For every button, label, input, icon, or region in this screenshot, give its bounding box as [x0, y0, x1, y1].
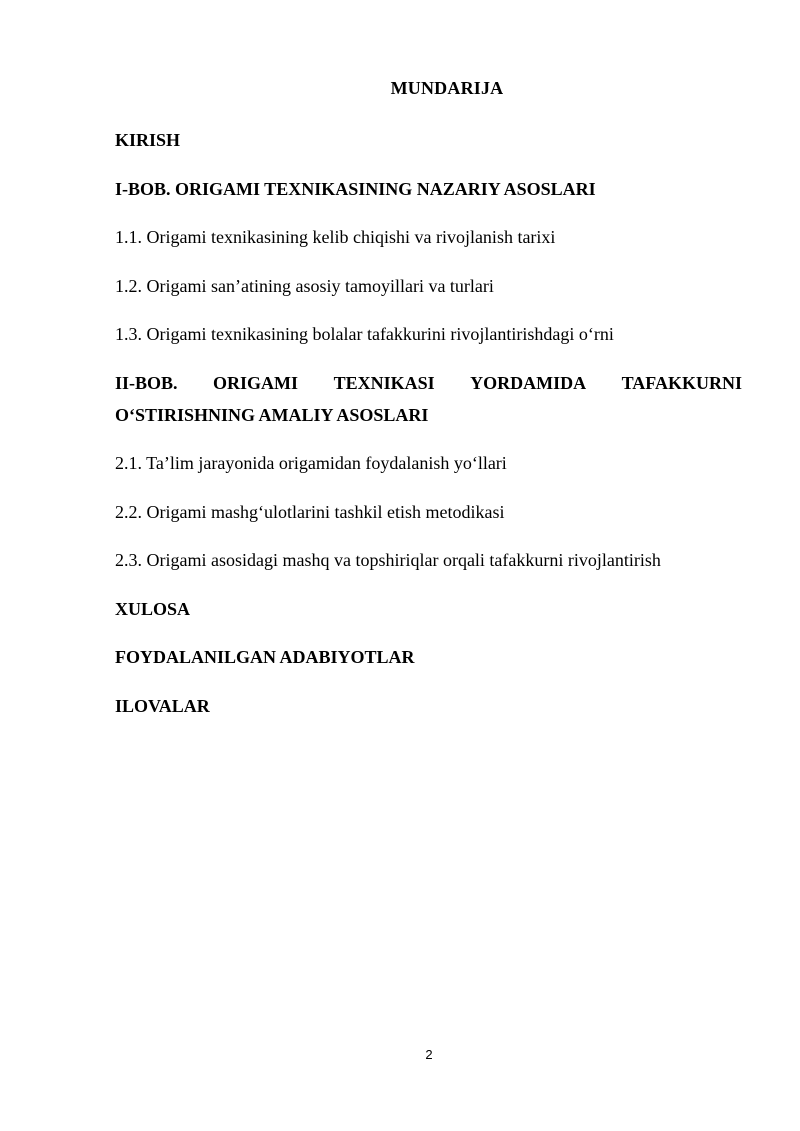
table-of-contents [115, 124, 742, 738]
page-title: MUNDARIJA [390, 78, 504, 98]
chapter-2-title-line-2: O‘STIRISHNING AMALIY ASOSLARI [115, 404, 429, 425]
toc-entry-section-2-2: 2.2. Origami mashg‘ulotlarini tashkil etish metodikasi [115, 501, 505, 522]
toc-entry-section-1-3: 1.3. Origami texnikasining bolalar tafakkurini rivojlantirishdagi o‘rni [115, 324, 614, 344]
toc-entry-chapter-2 [115, 367, 742, 431]
toc-entry-chapter-1: I-BOB. ORIGAMI TEXNIKASINING NAZARIY ASOSLARI [115, 178, 596, 199]
chapter-2-title-line-1 [115, 367, 742, 399]
toc-entry-appendices: ILOVALAR [115, 695, 210, 716]
toc-entry-section-1-1: 1.1. Origami texnikasining kelib chiqishi va rivojlanish tarixi [115, 227, 556, 247]
chapter-2-word: TAFAKKURNI [621, 372, 742, 393]
toc-entry-kirish: KIRISH [115, 130, 181, 150]
page-number: 2 [425, 1047, 433, 1062]
chapter-2-word: ORIGAMI [213, 372, 299, 393]
chapter-2-word: II-BOB. [115, 372, 178, 393]
toc-entry-section-2-3: 2.3. Origami asosidagi mashq va topshiriqlar orqali tafakkurni rivojlantirish [115, 550, 661, 570]
toc-entry-section-1-2: 1.2. Origami san’atining asosiy tamoyillari va turlari [115, 275, 494, 296]
chapter-2-word: YORDAMIDA [470, 372, 587, 393]
toc-entry-xulosa: XULOSA [115, 598, 191, 619]
toc-entry-references: FOYDALANILGAN ADABIYOTLAR [115, 647, 415, 667]
toc-entry-section-2-1: 2.1. Ta’lim jarayonida origamidan foydalanish yo‘llari [115, 453, 507, 473]
chapter-2-word: TEXNIKASI [333, 372, 435, 393]
